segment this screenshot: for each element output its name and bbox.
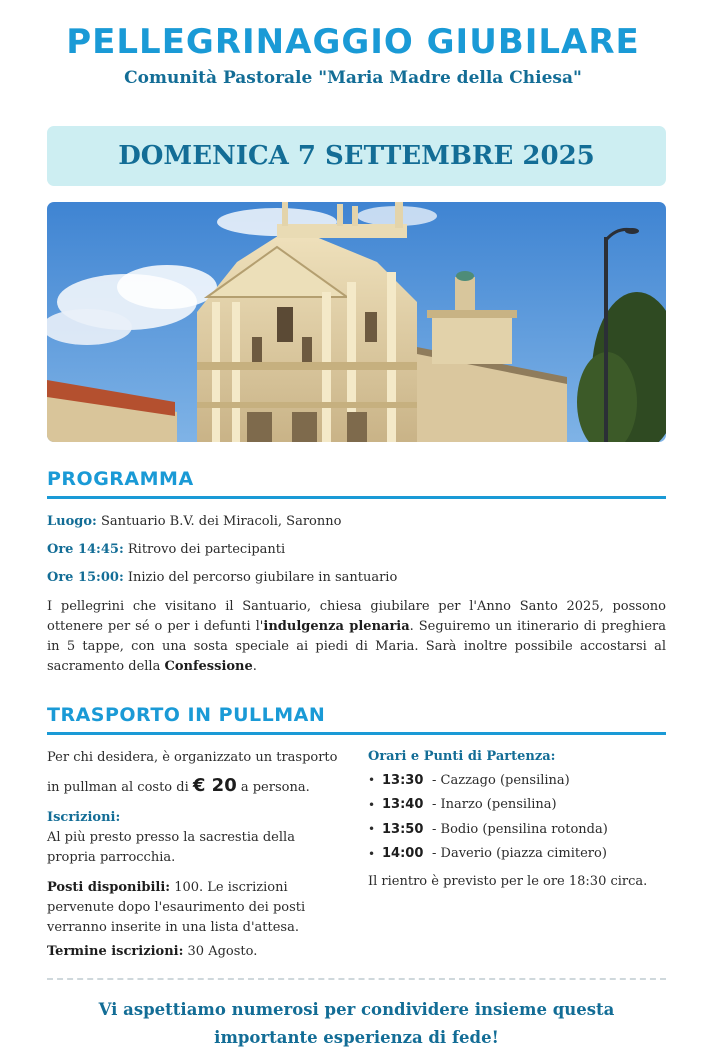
ritrovo-line — [47, 542, 285, 557]
page-subtitle: Comunità Pastorale "Maria Madre della Chiesa" — [124, 68, 582, 88]
trasporto-details — [47, 744, 347, 962]
luogo-line — [47, 514, 341, 529]
iscrizioni-label: Iscrizioni: — [47, 810, 121, 825]
section-title-trasporto: TRASPORTO IN PULLMAN — [47, 704, 666, 735]
departure-place: - Daverio (piazza cimitero) — [432, 846, 607, 862]
termine-text: 30 Agosto. — [183, 944, 258, 959]
closing-message: Vi aspettiamo numerosi per condividere insieme questa importante esperienza di fede! — [98, 1000, 615, 1047]
inizio-line — [47, 570, 397, 585]
departure-place: - Bodio (pensilina rotonda) — [432, 821, 608, 837]
ritrovo-value: Ritrovo dei partecipanti — [127, 542, 286, 557]
departure-item — [368, 793, 668, 818]
page-title: PELLEGRINAGGIO GIUBILARE — [66, 22, 640, 62]
departure-time: 13:30 — [382, 772, 424, 788]
indulgenza-plenaria: indulgenza plenaria — [263, 619, 410, 634]
departure-time: 13:40 — [382, 797, 424, 813]
termine-label: Termine iscrizioni: — [47, 944, 184, 959]
departure-time: 14:00 — [382, 846, 424, 862]
intro-part-2: a persona. — [236, 780, 310, 795]
date-banner — [47, 126, 666, 186]
posti-label: Posti disponibili: — [47, 880, 171, 895]
departures-panel — [368, 746, 668, 892]
inizio-label: Ore 15:00: — [47, 570, 124, 585]
description-part-3: . — [252, 659, 257, 674]
description-part-1: I pellegrini che visitano il Santuario, chiesa giubilare per l'Anno Santo 2025, possono ottenere per sé o per i defunti l' — [47, 599, 666, 634]
section-title-programma: PROGRAMMA — [47, 468, 666, 499]
divider — [47, 978, 666, 980]
posti-text: 100. Le iscrizioni pervenute dopo l'esaurimento dei posti verranno inserite in una lista d'attesa. — [47, 880, 306, 935]
termine-iscrizioni — [47, 942, 347, 962]
departure-place: - Cazzago (pensilina) — [432, 772, 570, 788]
departure-item — [368, 817, 668, 842]
return-note: Il rientro è previsto per le ore 18:30 circa. — [368, 874, 648, 889]
iscrizioni-text: Al più presto presso la sacrestia della propria parrocchia. — [47, 830, 295, 865]
departure-place: - Inarzo (pensilina) — [432, 797, 557, 813]
bullet-icon: • — [368, 797, 376, 812]
programma-description — [47, 597, 666, 677]
bullet-icon: • — [368, 822, 376, 837]
departure-time: 13:50 — [382, 821, 424, 837]
luogo-value: Santuario B.V. dei Miracoli, Saronno — [100, 514, 342, 529]
price: € 20 — [192, 775, 237, 796]
bullet-icon: • — [368, 846, 376, 861]
ritrovo-label: Ore 14:45: — [47, 542, 124, 557]
confessione: Confessione — [164, 659, 253, 674]
event-date: DOMENICA 7 SETTEMBRE 2025 — [118, 141, 595, 171]
departures-title: Orari e Punti di Partenza: — [368, 749, 556, 764]
departure-item — [368, 842, 668, 867]
trasporto-intro — [47, 744, 347, 802]
departure-item — [368, 768, 668, 793]
description-part-2: . Seguiremo un itinerario di preghiera in 5 tappe, con una sosta speciale ai piedi di Maria. Sarà inoltre possibile accostarsi al sacramento della — [47, 619, 666, 674]
intro-part-1: Per chi desidera, è organizzato un trasporto in pullman al costo di — [47, 750, 338, 795]
bullet-icon: • — [368, 773, 376, 788]
luogo-label: Luogo: — [47, 514, 97, 529]
sanctuary-photo — [47, 202, 666, 442]
posti-disponibili — [47, 878, 347, 938]
inizio-value: Inizio del percorso giubilare in santuario — [127, 570, 398, 585]
